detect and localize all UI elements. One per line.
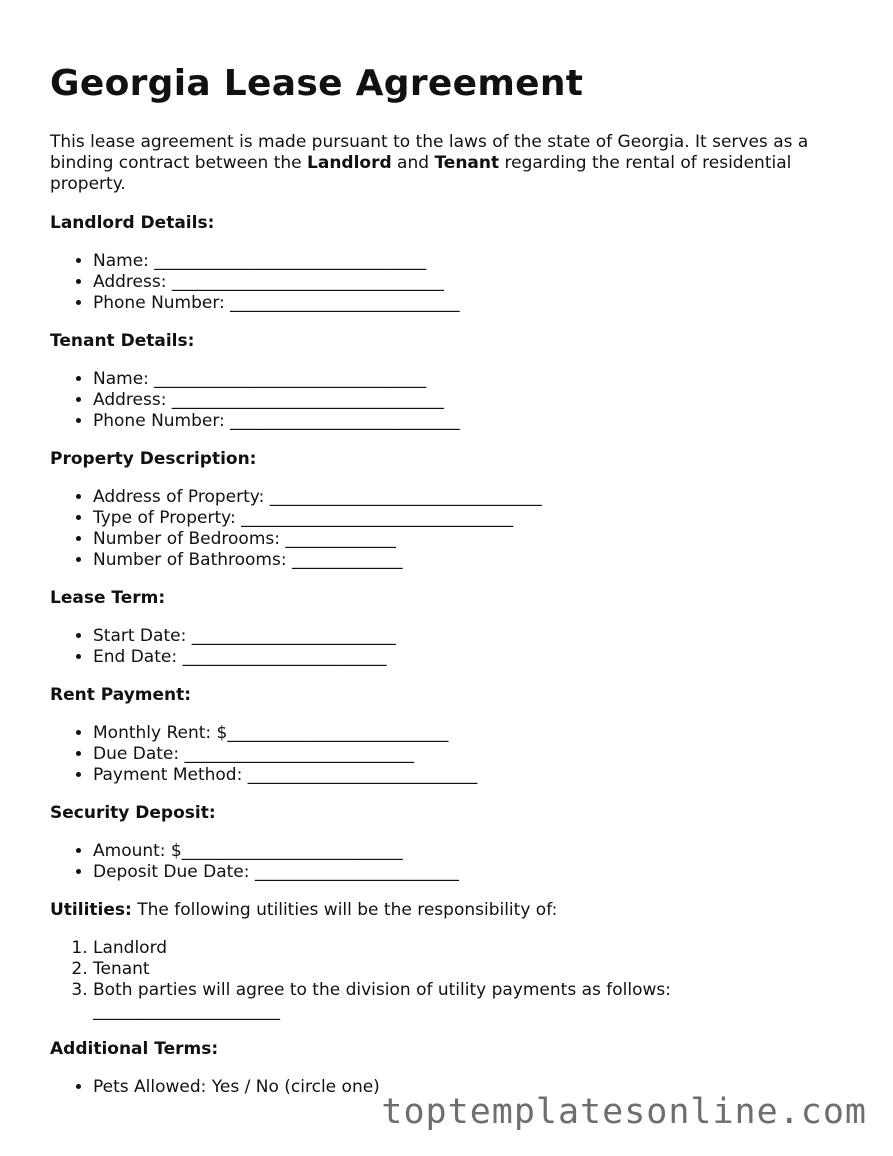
tenant-details-list: [50, 369, 850, 432]
utilities-option-both[interactable]: [93, 980, 850, 1022]
bedrooms-field[interactable]: • Number of Bedrooms: _____________: [93, 529, 850, 550]
landlord-name-field[interactable]: • Name: ________________________________: [93, 251, 850, 272]
document-page: [50, 60, 850, 1115]
rent-payment-list: [50, 723, 850, 786]
lease-term-list: [50, 626, 850, 668]
start-date-field[interactable]: • Start Date: ________________________: [93, 626, 850, 647]
intro-tenant: Tenant: [434, 153, 500, 173]
landlord-details-heading: Landlord Details:: [50, 213, 215, 233]
end-date-field[interactable]: • End Date: ________________________: [93, 647, 850, 668]
utilities-heading: Utilities:: [50, 900, 132, 920]
deposit-amount-field[interactable]: • Amount: $__________________________: [93, 841, 850, 862]
utilities-option-landlord[interactable]: 1. Landlord: [93, 938, 850, 959]
intro-text-2: regarding the rental of residential property.: [50, 153, 792, 194]
property-description-heading: Property Description:: [50, 449, 257, 469]
utilities-option-tenant[interactable]: 2. Tenant: [93, 959, 850, 980]
deposit-due-date-field[interactable]: • Deposit Due Date: ________________________: [93, 862, 850, 883]
intro-paragraph: [50, 132, 850, 195]
tenant-name-field[interactable]: • Name: ________________________________: [93, 369, 850, 390]
watermark-text: toptemplatesonline.com: [381, 1092, 867, 1132]
security-deposit-list: [50, 841, 850, 883]
utilities-text: The following utilities will be the responsibility of:: [131, 900, 558, 920]
intro-landlord: Landlord: [307, 153, 392, 173]
property-description-list: [50, 487, 850, 571]
landlord-address-field[interactable]: • Address: ________________________________: [93, 272, 850, 293]
monthly-rent-field[interactable]: • Monthly Rent: $__________________________: [93, 723, 850, 744]
landlord-phone-field[interactable]: • Phone Number: ___________________________: [93, 293, 850, 314]
utilities-option-both-label: Both parties will agree to the division of utility payments as follows:: [93, 980, 671, 1000]
lease-term-heading: Lease Term:: [50, 588, 166, 608]
utilities-division-blank[interactable]: ______________________: [93, 1001, 280, 1021]
property-address-field[interactable]: • Address of Property: ________________________________: [93, 487, 850, 508]
due-date-field[interactable]: • Due Date: ___________________________: [93, 744, 850, 765]
landlord-details-list: [50, 251, 850, 314]
payment-method-field[interactable]: • Payment Method: ___________________________: [93, 765, 850, 786]
utilities-paragraph: [50, 900, 850, 921]
tenant-phone-field[interactable]: • Phone Number: ___________________________: [93, 411, 850, 432]
property-type-field[interactable]: • Type of Property: ________________________________: [93, 508, 850, 529]
bathrooms-field[interactable]: • Number of Bathrooms: _____________: [93, 550, 850, 571]
tenant-address-field[interactable]: • Address: ________________________________: [93, 390, 850, 411]
additional-terms-heading: Additional Terms:: [50, 1039, 219, 1059]
tenant-details-heading: Tenant Details:: [50, 331, 195, 351]
utilities-list: [50, 938, 850, 1022]
rent-payment-heading: Rent Payment:: [50, 685, 192, 705]
pets-allowed-field[interactable]: • Pets Allowed: Yes / No (circle one): [93, 1077, 850, 1098]
security-deposit-heading: Security Deposit:: [50, 803, 216, 823]
intro-and: and: [391, 153, 435, 173]
intro-text-1: This lease agreement is made pursuant to the laws of the state of Georgia. It serves as a binding contract between the: [50, 132, 809, 173]
page-title: Georgia Lease Agreement: [50, 63, 584, 104]
